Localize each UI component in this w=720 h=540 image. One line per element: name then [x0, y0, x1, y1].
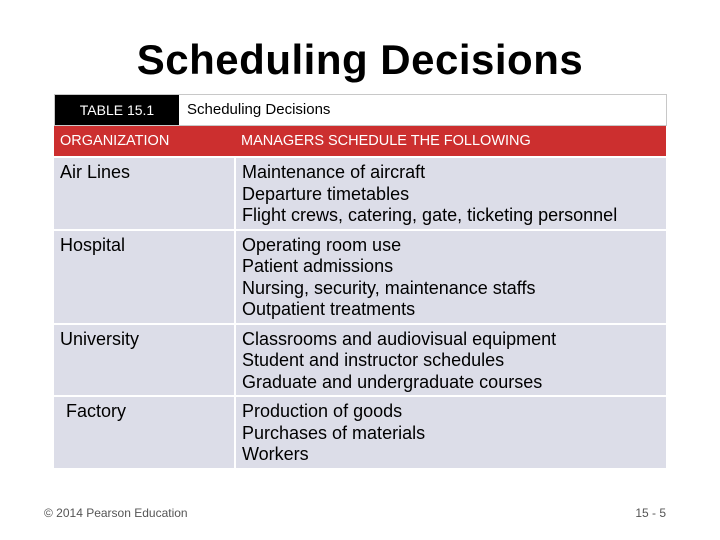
- slide-title: Scheduling Decisions: [136, 36, 584, 83]
- table-row: [54, 157, 666, 230]
- schedule-item: Patient admissions: [242, 256, 394, 276]
- copyright-notice: © 2014 Pearson Education: [44, 506, 188, 520]
- schedule-cell: [235, 157, 666, 230]
- header-organization: ORGANIZATION: [54, 126, 235, 157]
- table-caption: [54, 94, 667, 126]
- table-header-row: [54, 126, 666, 157]
- schedule-item: Production of goods: [242, 401, 403, 421]
- schedule-item: Classrooms and audiovisual equipment: [242, 328, 557, 349]
- org-cell: Hospital: [54, 230, 235, 324]
- schedule-item: Purchases of materials: [242, 422, 426, 443]
- table-caption-text: Scheduling Decisions: [187, 101, 331, 118]
- schedule-cell: [235, 396, 666, 468]
- schedule-item: Student and instructor schedules: [242, 350, 505, 370]
- schedule-item: Flight crews, catering, gate, ticketing personnel: [242, 205, 618, 225]
- table-row: [54, 230, 666, 324]
- schedule-item: Outpatient treatments: [242, 299, 416, 319]
- table-number-label: TABLE 15.1: [55, 95, 179, 125]
- schedule-item: Workers: [242, 444, 309, 464]
- page-number: 15 - 5: [635, 506, 666, 520]
- org-cell: Air Lines: [54, 157, 235, 230]
- schedule-item: Operating room use: [242, 234, 402, 255]
- schedule-item: Departure timetables: [242, 183, 410, 204]
- schedule-item: Nursing, security, maintenance staffs: [242, 277, 536, 298]
- scheduling-table: [54, 126, 666, 468]
- org-cell: Factory: [54, 396, 235, 468]
- org-cell: University: [54, 324, 235, 397]
- table-row: [54, 396, 666, 468]
- schedule-cell: [235, 230, 666, 324]
- table-row: [54, 324, 666, 397]
- schedule-cell: [235, 324, 666, 397]
- header-managers-schedule: MANAGERS SCHEDULE THE FOLLOWING: [235, 126, 666, 157]
- schedule-item: Graduate and undergraduate courses: [242, 371, 543, 392]
- schedule-item: Maintenance of aircraft: [242, 162, 426, 182]
